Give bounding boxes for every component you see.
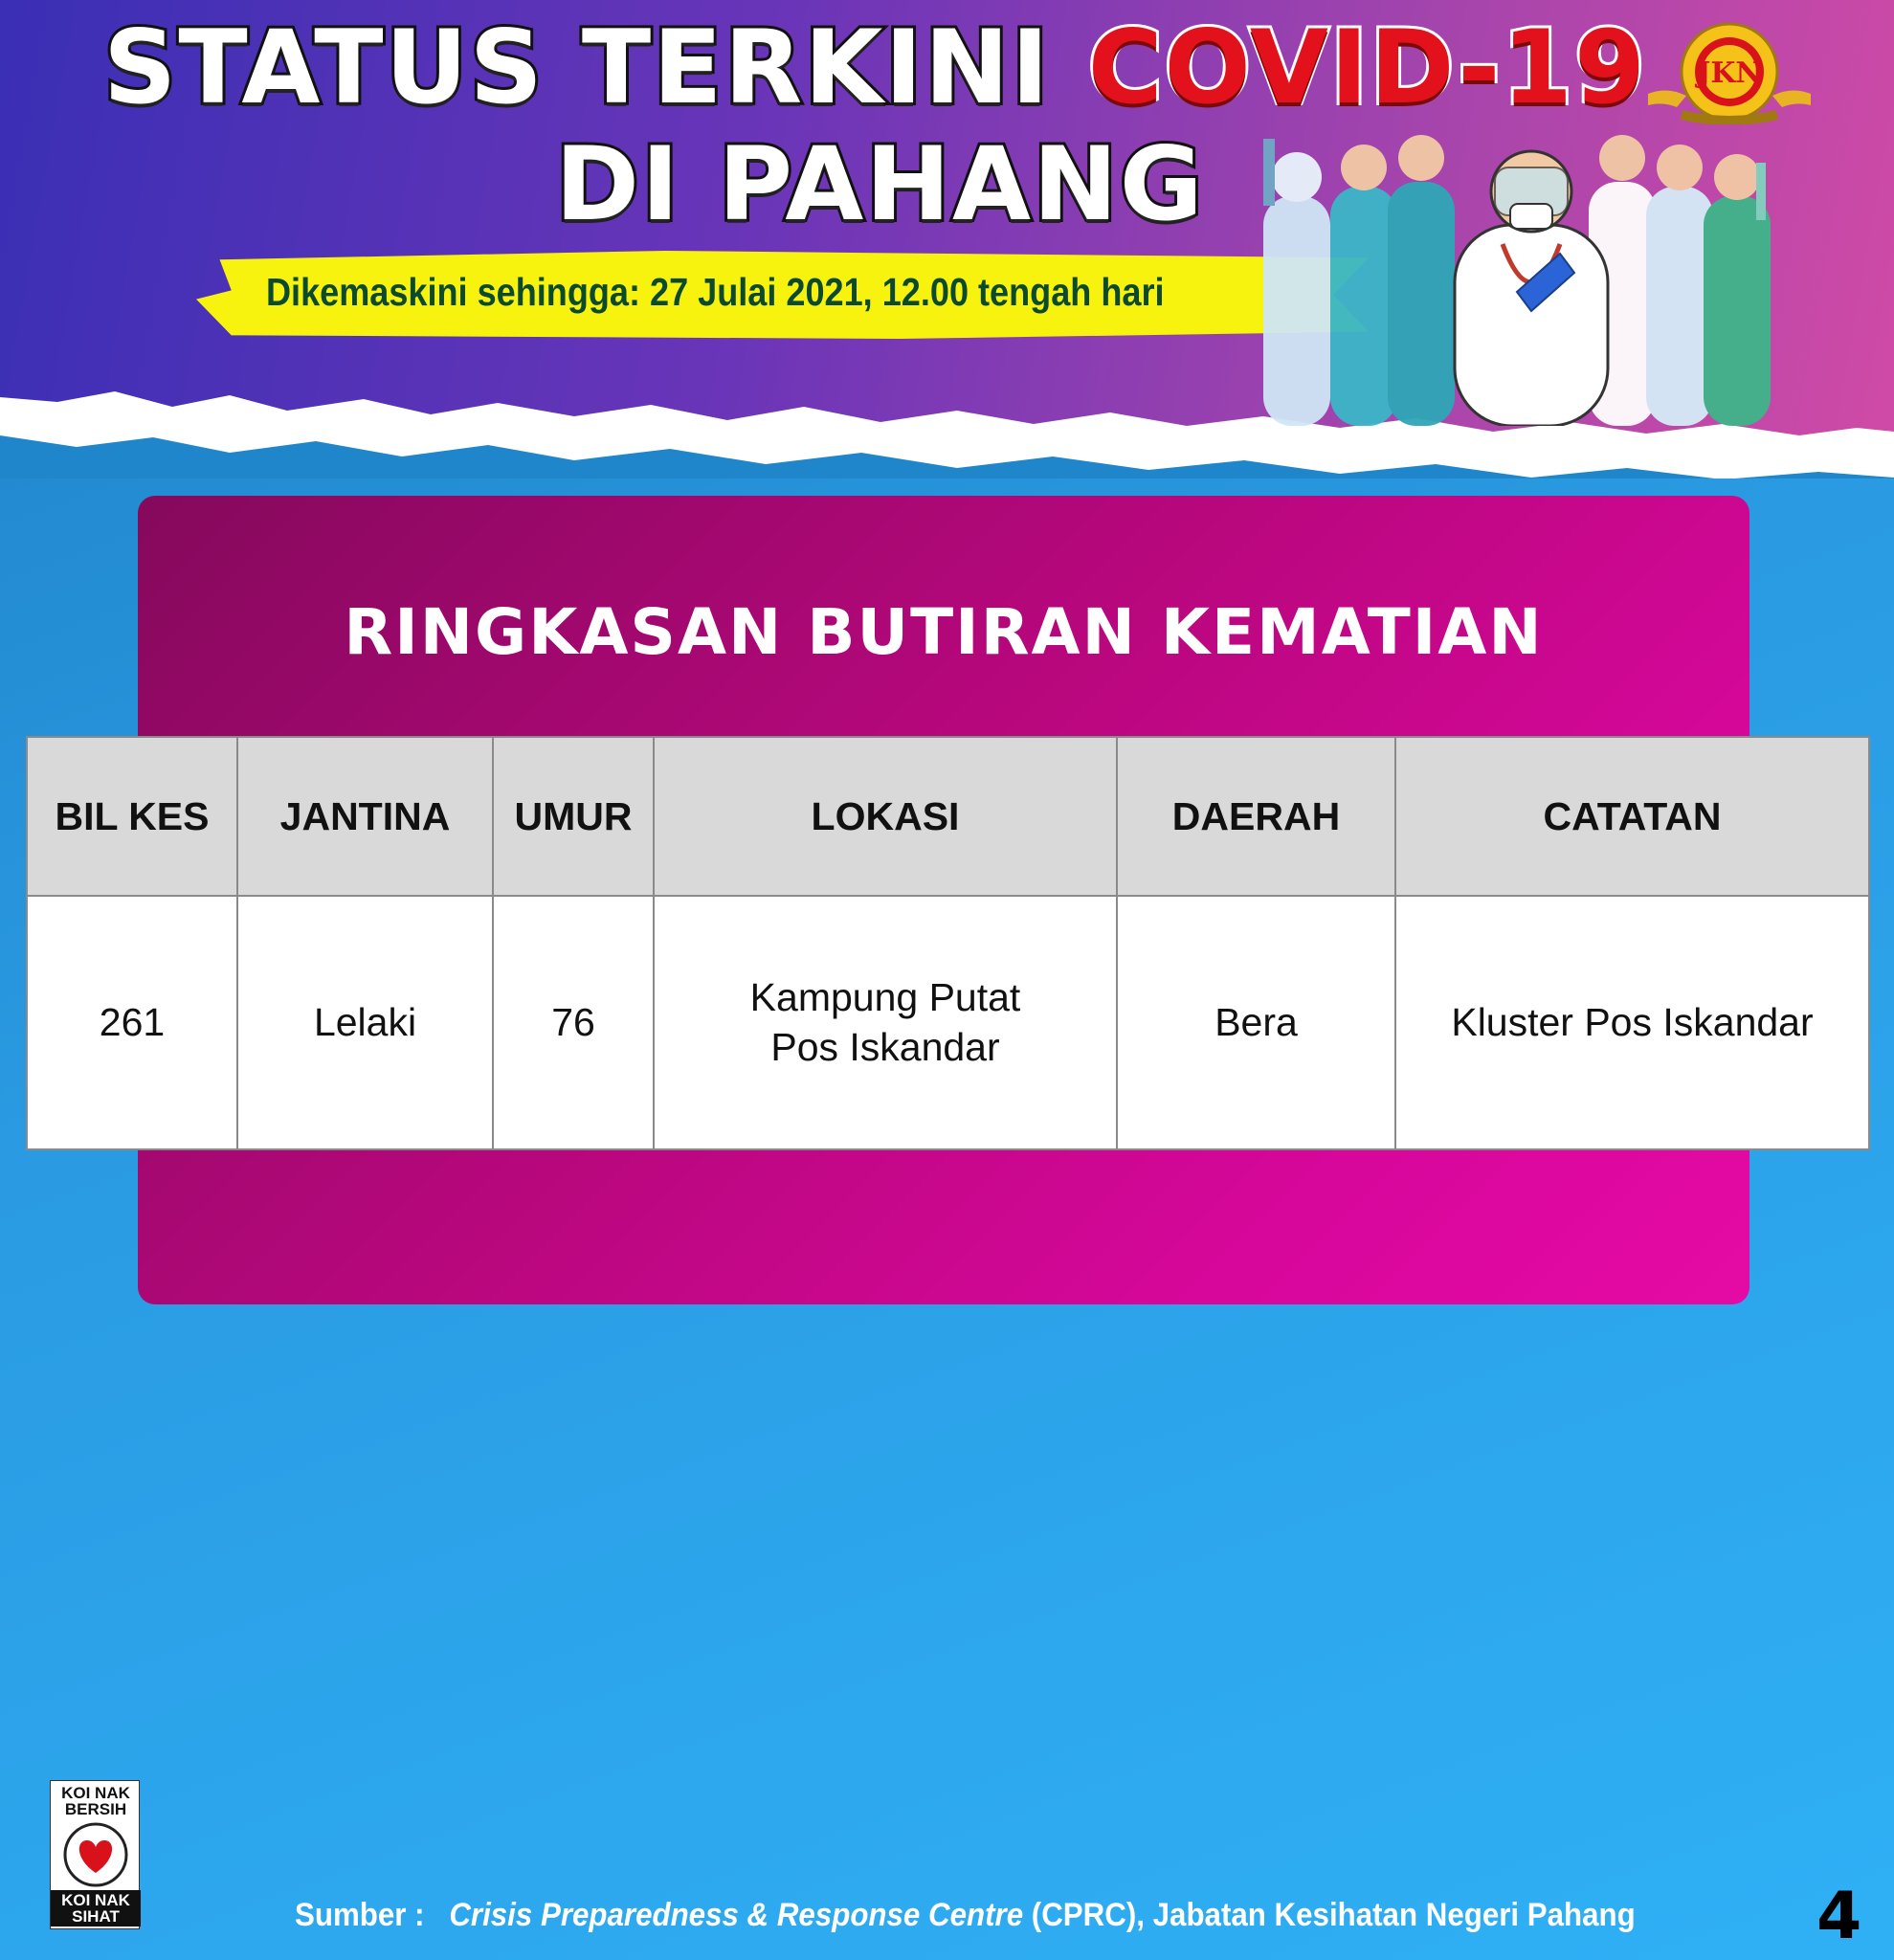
koi-logo-top-text: KOI NAK BERSIH bbox=[61, 1784, 130, 1818]
update-timestamp: Dikemaskini sehingga: 27 Julai 2021, 12.00 tengah hari bbox=[266, 270, 1165, 314]
panel-title: RINGKASAN BUTIRAN KEMATIAN bbox=[344, 595, 1544, 669]
column-header-lokasi: LOKASI bbox=[654, 737, 1117, 896]
source-label: Sumber : bbox=[295, 1897, 425, 1933]
cell-catatan: Kluster Pos Iskandar bbox=[1395, 896, 1869, 1149]
death-details-table bbox=[26, 736, 1870, 1150]
source-org-italic: Crisis Preparedness & Response Centre bbox=[449, 1897, 1024, 1933]
title-covid19: COVID-19 bbox=[1087, 9, 1647, 126]
cell-bil-kes: 261 bbox=[27, 896, 237, 1149]
header-title-line2: DI PAHANG bbox=[555, 125, 1205, 243]
koi-logo-bottom-text: KOI NAK SIHAT bbox=[51, 1890, 141, 1927]
column-header-bil-kes: BIL KES bbox=[27, 737, 237, 896]
cell-jantina: Lelaki bbox=[237, 896, 493, 1149]
koi-nak-sihat-logo bbox=[50, 1780, 140, 1929]
column-header-jantina: JANTINA bbox=[237, 737, 493, 896]
medical-staff-illustration bbox=[1244, 129, 1838, 426]
header-title-line1 bbox=[103, 9, 1647, 126]
table-row bbox=[27, 896, 1869, 1149]
cell-lokasi: Kampung Putat Pos Iskandar bbox=[654, 896, 1117, 1149]
column-header-catatan: CATATAN bbox=[1395, 737, 1869, 896]
title-status-terkini: STATUS TERKINI bbox=[103, 9, 1051, 126]
table-header-row bbox=[27, 737, 1869, 896]
cell-daerah: Bera bbox=[1117, 896, 1395, 1149]
page-number: 4 bbox=[1816, 1879, 1862, 1954]
heart-hands-icon bbox=[62, 1821, 129, 1888]
jkn-logo-icon bbox=[1638, 19, 1820, 124]
jkn-logo-letters: JKN bbox=[1697, 56, 1762, 90]
column-header-daerah: DAERAH bbox=[1117, 737, 1395, 896]
column-header-umur: UMUR bbox=[493, 737, 654, 896]
source-org-rest: (CPRC), Jabatan Kesihatan Negeri Pahang bbox=[1023, 1897, 1636, 1933]
cell-umur: 76 bbox=[493, 896, 654, 1149]
source-credit bbox=[295, 1897, 1636, 1934]
